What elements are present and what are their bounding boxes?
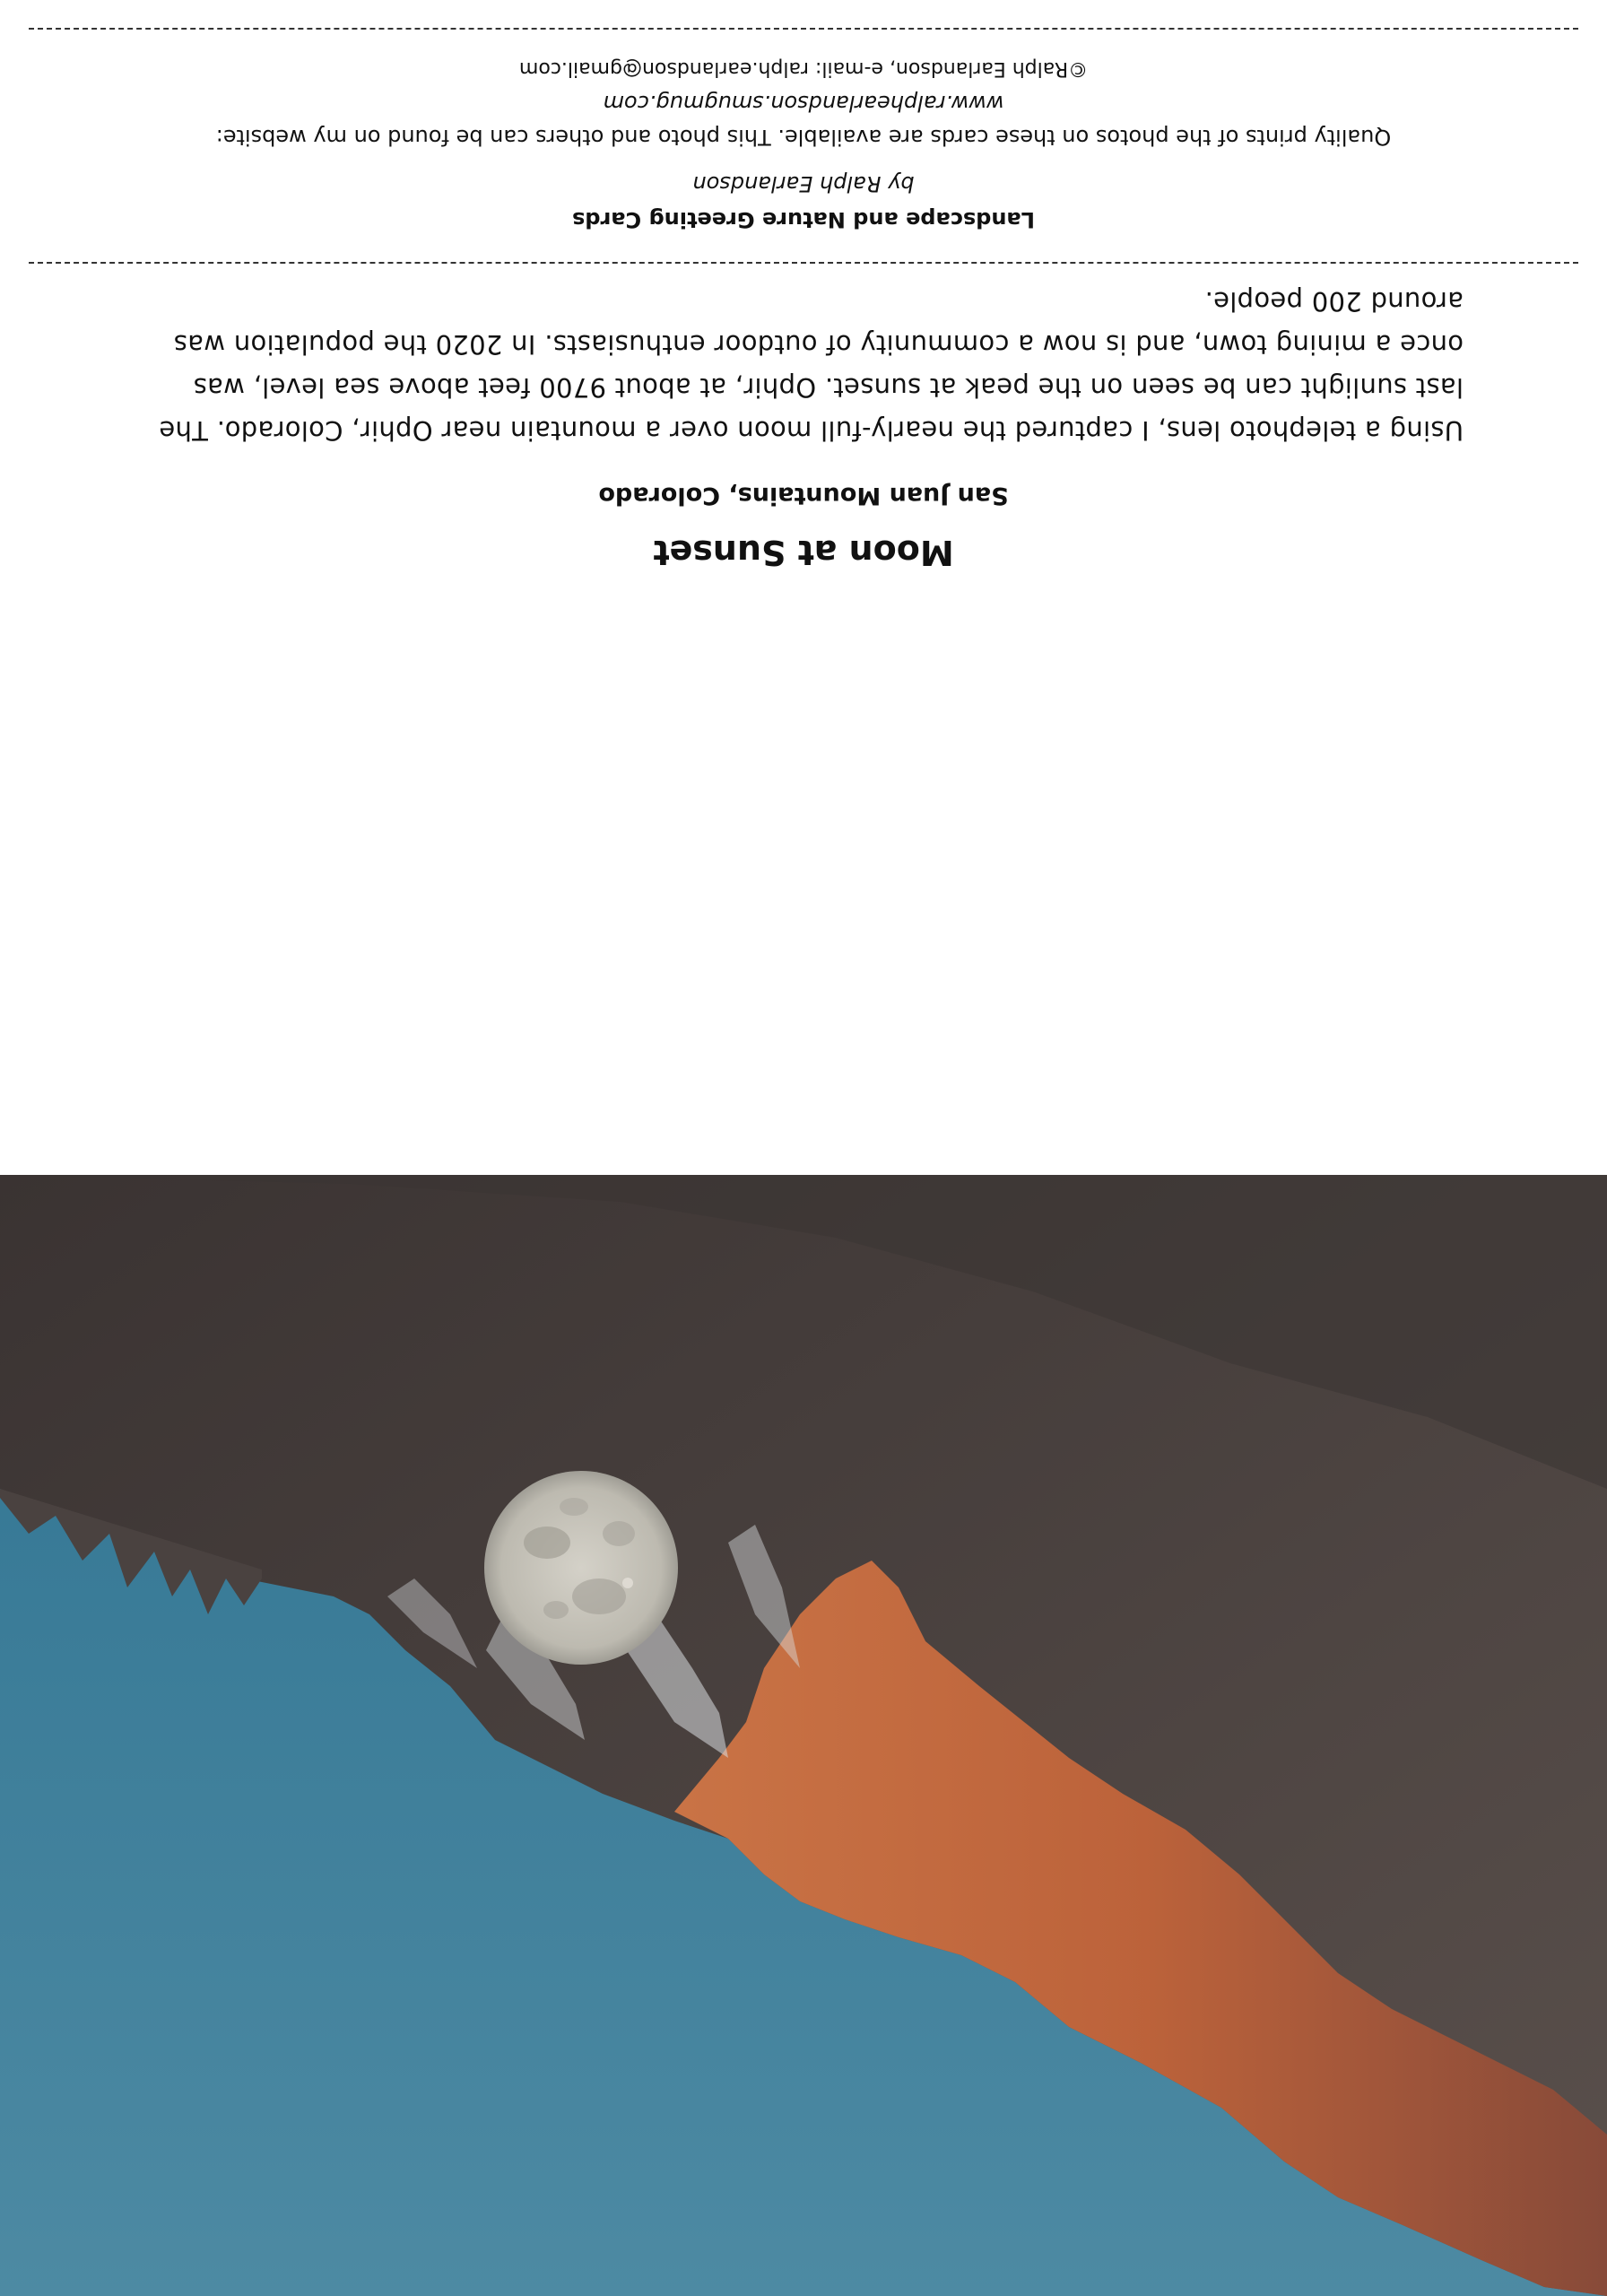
moon xyxy=(484,1471,678,1665)
prints-note: Quality prints of the photos on these cards are available. This photo and others can be found on my website: xyxy=(215,125,1392,150)
card-description-block xyxy=(143,280,1464,574)
credits-block xyxy=(0,54,1607,235)
website-link: www.ralphearlandson.smugmug.com xyxy=(603,91,1004,116)
photo-illustration xyxy=(0,1175,1607,2296)
cut-line-lower xyxy=(29,28,1578,30)
card-title: Moon at Sunset xyxy=(653,533,954,572)
photographer-byline: by Ralph Earlandson xyxy=(692,171,915,196)
moon-mountain-photo xyxy=(0,1175,1607,2296)
cut-line-upper xyxy=(29,262,1578,264)
card-description: Using a telephoto lens, I captured the nearly-full moon over a mountain near Ophir, Colorado. The last sunlight can be seen on the peak at sunset. Ophir, at about 9700 feet above sea level, was once a mining town, and is now a community of outdoor enthusiasts. In 2020 the population was around 200 people. xyxy=(159,286,1464,446)
series-name: Landscape and Nature Greeting Cards xyxy=(572,207,1035,232)
copyright-line: ©Ralph Earlandson, e-mail: ralph.earlandson@gmail.com xyxy=(518,57,1089,80)
card-subtitle: San Juan Mountains, Colorado xyxy=(598,482,1009,509)
